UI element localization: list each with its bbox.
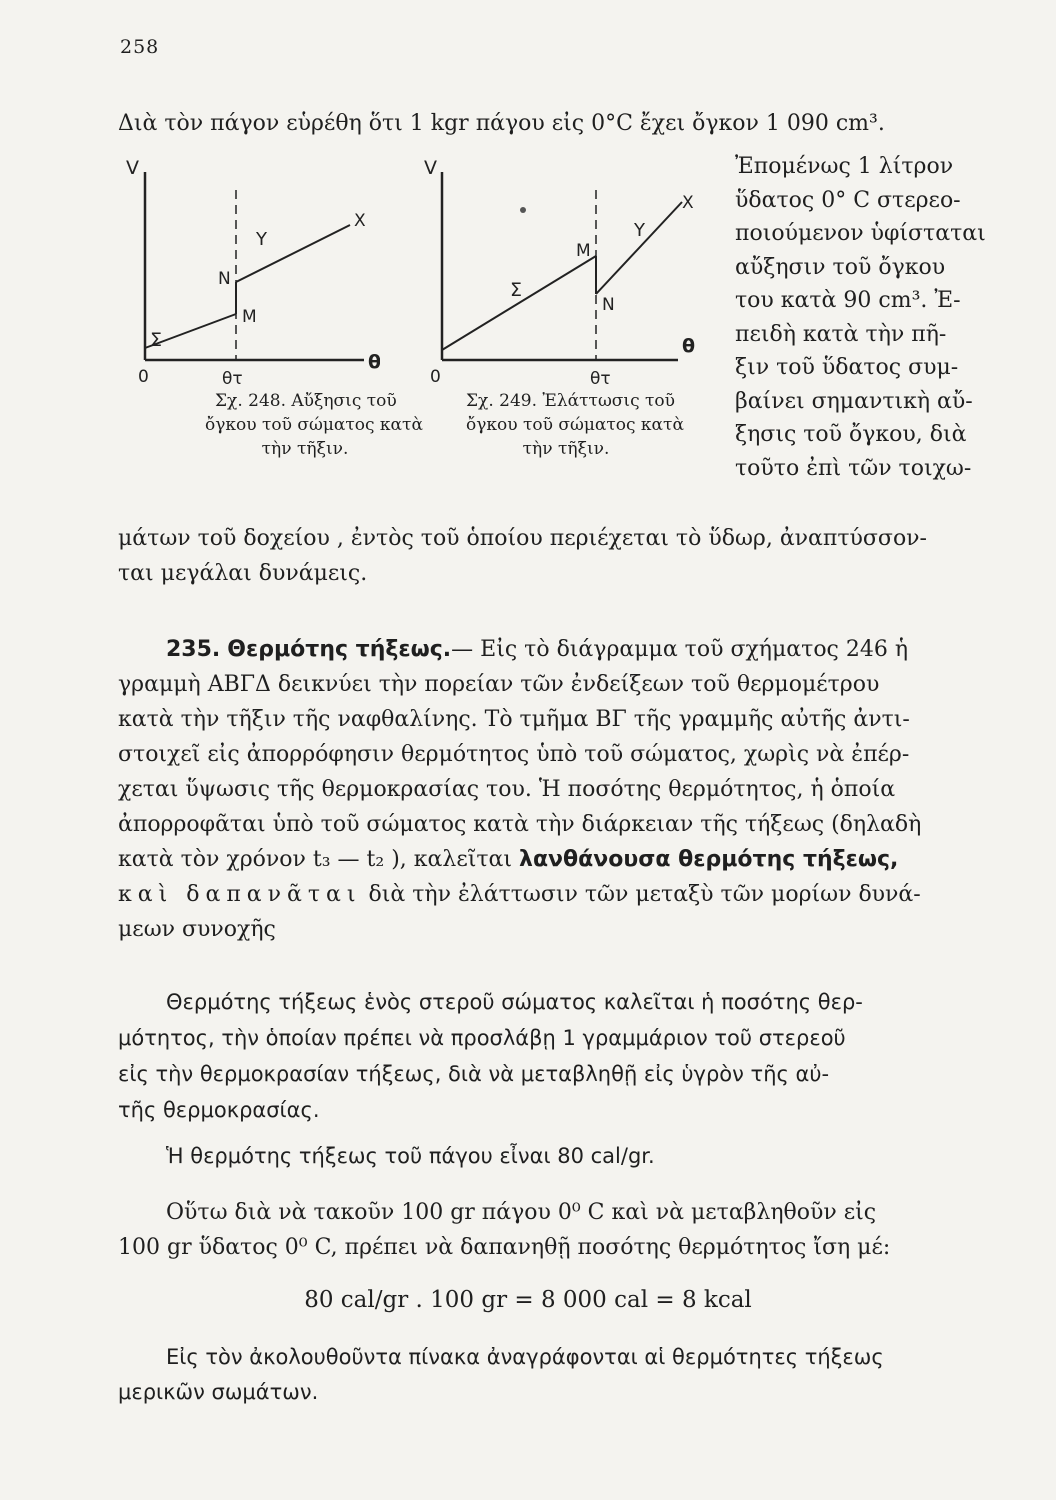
x-label: X	[682, 193, 694, 213]
origin-label: 0	[138, 367, 149, 387]
spaced-word: καὶ δαπανᾶται	[118, 882, 362, 907]
page-number: 258	[120, 36, 160, 58]
theta-t-label: θτ	[222, 369, 243, 389]
section-235	[118, 632, 978, 947]
continuation-line-2: ται μεγάλαι δυνάμεις.	[118, 561, 368, 586]
section-title: Θερμότης τήξεως.	[227, 637, 452, 662]
section-line-3: κατὰ τὴν τῆξιν τῆς ναφθαλίνης. Τὸ τμῆμα ΒΓ τῆς γραμμῆς αὐτῆς ἀντι-	[118, 707, 910, 732]
theta-t-label: θτ	[590, 369, 611, 389]
section-line-1: Εἰς τὸ διάγραμμα τοῦ σχήματος 246 ἡ	[480, 637, 909, 662]
section-line-6: ἀπορροφᾶται ὑπὸ τοῦ σώματος κατὰ τὴν διάρκειαν τῆς τήξεως (δηλαδὴ	[118, 812, 922, 837]
example-paragraph: Οὕτω διὰ νὰ τακοῦν 100 gr πάγου 0⁰ C καὶ νὰ μεταβληθοῦν εἰς 100 gr ὕδατος 0⁰ C, πρέπει νὰ δαπανηθῇ ποσότης θερμότητος ἴση μέ:	[118, 1200, 891, 1260]
definition-paragraph: Θερμότης τήξεως ἑνὸς στεροῦ σώματος καλεῖται ἡ ποσότης θερ- μότητος, τὴν ὁποίαν πρέπει νὰ προσλάβῃ 1 γραμμάριον τοῦ στερεοῦ εἰς τὴν θερμοκρασίαν τήξεως, διὰ νὰ μεταβληθῇ εἰς ὑγρὸν τῆς αὐ- τῆς θερμοκρασίας.	[118, 990, 863, 1122]
ice-heat-line: Ἡ θερμότης τήξεως τοῦ πάγου εἶναι 80 cal/gr.	[166, 1144, 655, 1168]
bold-term: λανθάνουσα θερμότης τήξεως,	[519, 847, 899, 872]
sigma-label: Σ	[510, 279, 523, 301]
section-line-2: γραμμὴ ΑΒΓΔ δεικνύει τὴν πορείαν τῶν ἐνδείξεων τοῦ θερμομέτρου	[118, 672, 880, 697]
origin-label: 0	[430, 367, 441, 387]
x-label: X	[354, 211, 366, 231]
continuation-line-1: μάτων τοῦ δοχείου , ἐντὸς τοῦ ὁποίου περιέχεται τὸ ὕδωρ, ἀναπτύσσον-	[118, 526, 927, 551]
figure-249	[420, 150, 710, 394]
sigma-label: Σ	[150, 329, 163, 351]
figure-248	[118, 150, 380, 394]
theta-axis-label: θ	[368, 351, 380, 373]
y-label: Y	[256, 229, 267, 250]
section-dash: —	[451, 637, 474, 662]
formula: 80 cal/gr . 100 gr = 8 000 cal = 8 kcal	[304, 1287, 752, 1313]
n-label: N	[602, 295, 615, 315]
closing-paragraph: Εἰς τὸν ἀκολουθοῦντα πίνακα ἀναγράφονται αἱ θερμότητες τήξεως μερικῶν σωμάτων.	[118, 1345, 884, 1404]
section-line-8: διὰ τὴν ἐλάττωσιν τῶν μεταξὺ τῶν μορίων δυνά-	[368, 882, 921, 907]
right-column-text: Ἐπομένως 1 λίτρον ὕδατος 0° C στερεο- ποιούμενον ὑφίσταται αὔξησιν τοῦ ὄγκου του κατὰ 90 cm³. Ἐ- πειδὴ κατὰ τὴν πῆ- ξιν τοῦ ὕδατος συμ- βαίνει σημαντικὴ αὔ- ξησις τοῦ ὄγκου, διὰ τοῦτο ἐπὶ τῶν τοιχω-	[735, 154, 986, 481]
theta-axis-label: θ	[682, 335, 696, 357]
v-axis-label: V	[126, 157, 139, 179]
section-line-7: κατὰ τὸν χρόνον t₃ — t₂ ), καλεῖται	[118, 847, 513, 872]
n-label: N	[218, 269, 231, 289]
section-line-4: στοιχεῖ εἰς ἀπορρόφησιν θερμότητος ὑπὸ τοῦ σώματος, χωρὶς νὰ ἐπέρ-	[118, 742, 910, 767]
y-label: Y	[634, 220, 645, 241]
section-line-5: χεται ὕψωσις τῆς θερμοκρασίας του. Ἡ ποσότης θερμότητος, ἡ ὁποία	[118, 777, 896, 802]
v-axis-label: V	[424, 157, 437, 179]
intro-line: Διὰ τὸν πάγον εὑρέθη ὅτι 1 kgr πάγου εἰς 0°C ἔχει ὄγκον 1 090 cm³.	[118, 111, 885, 136]
m-label: M	[242, 307, 257, 327]
m-label: M	[576, 241, 591, 261]
section-line-9: μεων συνοχῆς	[118, 917, 276, 942]
section-number: 235.	[166, 637, 221, 662]
